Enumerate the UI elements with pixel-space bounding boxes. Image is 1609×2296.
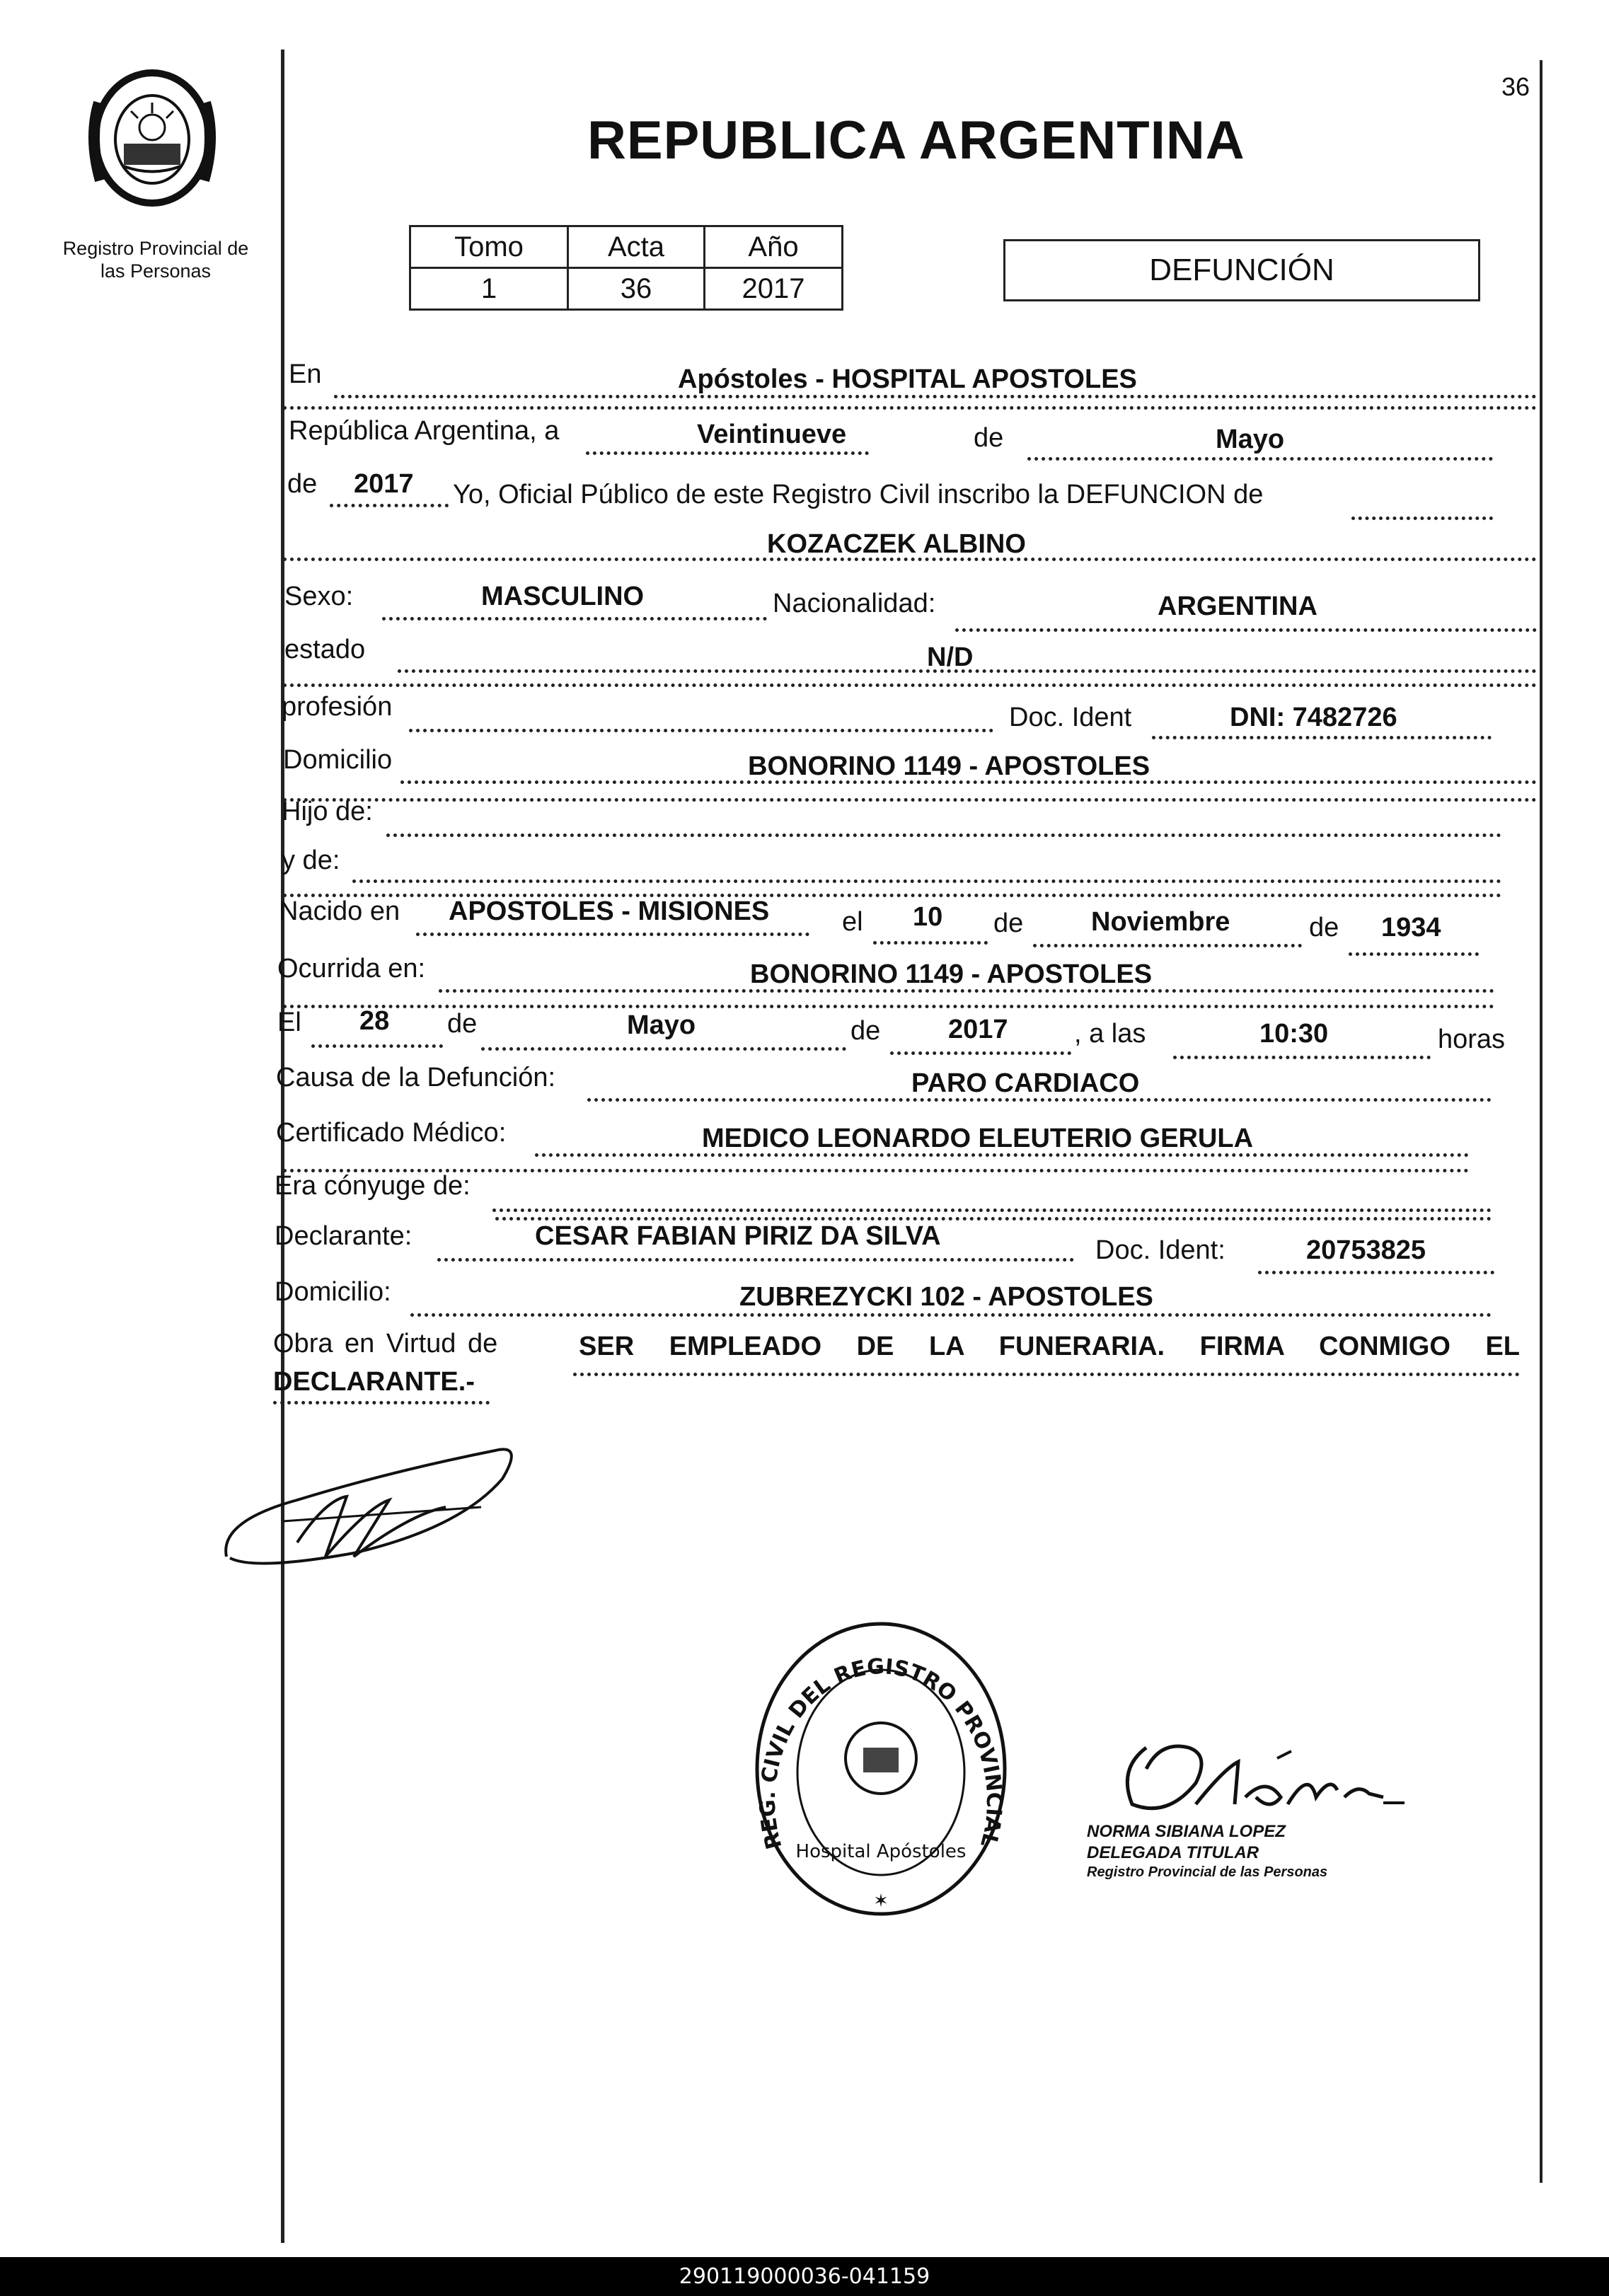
hora-dotted-line xyxy=(1173,1056,1431,1059)
provincial-seal xyxy=(78,60,226,209)
sexo-value: MASCULINO xyxy=(481,582,645,611)
hijo-de-dotted-line xyxy=(386,833,1501,837)
causa-label: Causa de la Defunción: xyxy=(276,1063,556,1092)
footer-code: 290119000036-041159 xyxy=(0,2257,1609,2296)
doc-ident-label: Doc. Ident xyxy=(1009,703,1132,732)
anio-value: 2017 xyxy=(705,268,843,310)
acta-value: 36 xyxy=(568,268,705,310)
svg-text:✶: ✶ xyxy=(873,1890,889,1911)
official-signature xyxy=(1104,1726,1422,1825)
conyuge-label: Era cónyuge de: xyxy=(275,1171,471,1201)
declarante-label: Declarante: xyxy=(275,1221,413,1251)
de-label-1: de xyxy=(974,423,1004,453)
estado-dotted-line-2 xyxy=(283,683,1537,687)
domicilio-dotted-line-2 xyxy=(283,798,1537,802)
doc-ident-dotted-line xyxy=(1152,736,1492,739)
ocurrida-en-dotted-line-2 xyxy=(283,1005,1494,1008)
domicilio2-dotted-line xyxy=(410,1313,1492,1317)
domicilio2-value: ZUBREZYCKI 102 - APOSTOLES xyxy=(739,1282,1153,1312)
doc-ident2-dotted-line xyxy=(1258,1271,1494,1274)
mes-value: Mayo xyxy=(1216,425,1285,454)
nombre-value: KOZACZEK ALBINO xyxy=(767,529,1026,559)
nacionalidad-dotted-line xyxy=(955,628,1537,632)
nac-mes-dotted-line xyxy=(1033,944,1302,947)
stamp-ring-text: REG. CIVIL DEL REGISTRO PROVINCIAL xyxy=(755,1654,1007,1852)
domicilio-value: BONORINO 1149 - APOSTOLES xyxy=(748,751,1150,781)
oficial-dotted-line xyxy=(1351,517,1493,520)
en-dotted-line-2 xyxy=(283,406,1537,410)
profesion-dotted-line xyxy=(409,729,993,732)
domicilio2-label: Domicilio: xyxy=(275,1277,391,1307)
official-stamp xyxy=(750,1613,1012,1925)
obra-line1-value: SER EMPLEADO DE LA FUNERARIA. FIRMA CONMIGO EL xyxy=(579,1332,1520,1361)
tomo-label: Tomo xyxy=(410,226,568,268)
official-registry: Registro Provincial de las Personas xyxy=(1087,1864,1328,1880)
dia-dotted-line xyxy=(586,451,869,455)
en-dotted-line xyxy=(334,395,1537,398)
de-label-2: de xyxy=(287,469,318,499)
nac-mes-value: Noviembre xyxy=(1091,907,1230,937)
estado-value: N/D xyxy=(927,642,974,672)
profesion-label: profesión xyxy=(282,692,393,722)
right-margin-line xyxy=(1540,60,1542,2183)
mes-dotted-line xyxy=(1027,457,1493,461)
doc-type-box: DEFUNCIÓN xyxy=(1003,239,1480,301)
fall-anio-dotted-line xyxy=(890,1051,1071,1055)
nacido-en-value: APOSTOLES - MISIONES xyxy=(449,896,770,926)
ocurrida-en-label: Ocurrida en: xyxy=(277,954,426,983)
nac-anio-dotted-line xyxy=(1349,952,1479,956)
conyuge-dotted-line-2 xyxy=(495,1217,1492,1221)
fall-mes-value: Mayo xyxy=(627,1010,696,1040)
official-name: NORMA SIBIANA LOPEZ xyxy=(1087,1822,1286,1841)
oficial-text: Yo, Oficial Público de este Registro Civil inscribo la DEFUNCION de xyxy=(453,480,1264,509)
nacido-en-label: Nacido en xyxy=(279,896,400,926)
nac-dia-dotted-line xyxy=(873,941,988,945)
de-label-3: de xyxy=(993,908,1024,938)
fall-dia-dotted-line xyxy=(311,1044,443,1048)
hora-value: 10:30 xyxy=(1259,1019,1329,1049)
sexo-dotted-line xyxy=(382,617,767,621)
svg-text:REG. CIVIL DEL REGISTRO PROVIN xyxy=(750,1613,1006,1852)
fall-anio-value: 2017 xyxy=(948,1015,1008,1044)
declarante-value: CESAR FABIAN PIRIZ DA SILVA xyxy=(535,1221,941,1251)
a-las-label: , a las xyxy=(1074,1019,1146,1049)
official-title: DELEGADA TITULAR xyxy=(1087,1843,1259,1862)
fall-dia-value: 28 xyxy=(359,1006,390,1036)
conyuge-dotted-line xyxy=(492,1208,1492,1212)
obra-dotted-line-2 xyxy=(273,1401,490,1404)
tomo-value: 1 xyxy=(410,268,568,310)
nacionalidad-label: Nacionalidad: xyxy=(773,589,936,618)
doc-ident2-label: Doc. Ident: xyxy=(1095,1235,1226,1265)
tomo-acta-anio-table xyxy=(409,225,843,311)
el-label: el xyxy=(842,907,863,937)
nacido-en-dotted-line xyxy=(416,933,809,936)
de-label-4: de xyxy=(1309,913,1339,942)
declarante-dotted-line xyxy=(437,1258,1074,1262)
anio-value: 2017 xyxy=(354,469,414,499)
obra-line2-value: DECLARANTE.- xyxy=(273,1367,475,1397)
y-de-label: y de: xyxy=(282,846,340,875)
en-value: Apóstoles - HOSPITAL APOSTOLES xyxy=(678,364,1137,394)
ocurrida-en-value: BONORINO 1149 - APOSTOLES xyxy=(750,959,1153,989)
declarant-signature xyxy=(212,1422,531,1578)
de-label-5: de xyxy=(447,1009,478,1039)
domicilio-label: Domicilio xyxy=(283,745,393,775)
estado-label: estado xyxy=(284,635,366,664)
page-title: REPUBLICA ARGENTINA xyxy=(587,110,1245,171)
dia-texto-value: Veintinueve xyxy=(697,420,847,449)
page-number: 36 xyxy=(1501,72,1530,101)
nacionalidad-value: ARGENTINA xyxy=(1158,592,1317,621)
registro-provincial-label: Registro Provincial de las Personas xyxy=(62,238,249,282)
anio-dotted-line xyxy=(330,504,449,507)
anio-label: Año xyxy=(705,226,843,268)
doc-ident2-value: 20753825 xyxy=(1306,1235,1426,1265)
nac-anio-value: 1934 xyxy=(1381,913,1441,942)
obra-dotted-line xyxy=(573,1373,1520,1376)
de-label-6: de xyxy=(850,1016,881,1046)
nac-dia-value: 10 xyxy=(913,902,943,932)
hijo-de-label: Hijo de: xyxy=(282,797,373,826)
doc-ident-value: DNI: 7482726 xyxy=(1230,703,1397,732)
obra-label: Obra en Virtud de xyxy=(273,1329,498,1358)
stamp-inner-text: Hospital Apóstoles xyxy=(795,1841,967,1862)
fall-mes-dotted-line xyxy=(481,1047,846,1051)
en-label: En xyxy=(289,359,322,389)
causa-value: PARO CARDIACO xyxy=(911,1068,1140,1098)
horas-label: horas xyxy=(1438,1025,1506,1054)
el2-label: El xyxy=(277,1008,301,1037)
sexo-label: Sexo: xyxy=(284,582,354,611)
republica-label: República Argentina, a xyxy=(289,416,560,446)
y-de-dotted-line xyxy=(352,879,1501,883)
acta-label: Acta xyxy=(568,226,705,268)
certificado-value: MEDICO LEONARDO ELEUTERIO GERULA xyxy=(702,1124,1254,1153)
certificado-label: Certificado Médico: xyxy=(276,1118,507,1148)
